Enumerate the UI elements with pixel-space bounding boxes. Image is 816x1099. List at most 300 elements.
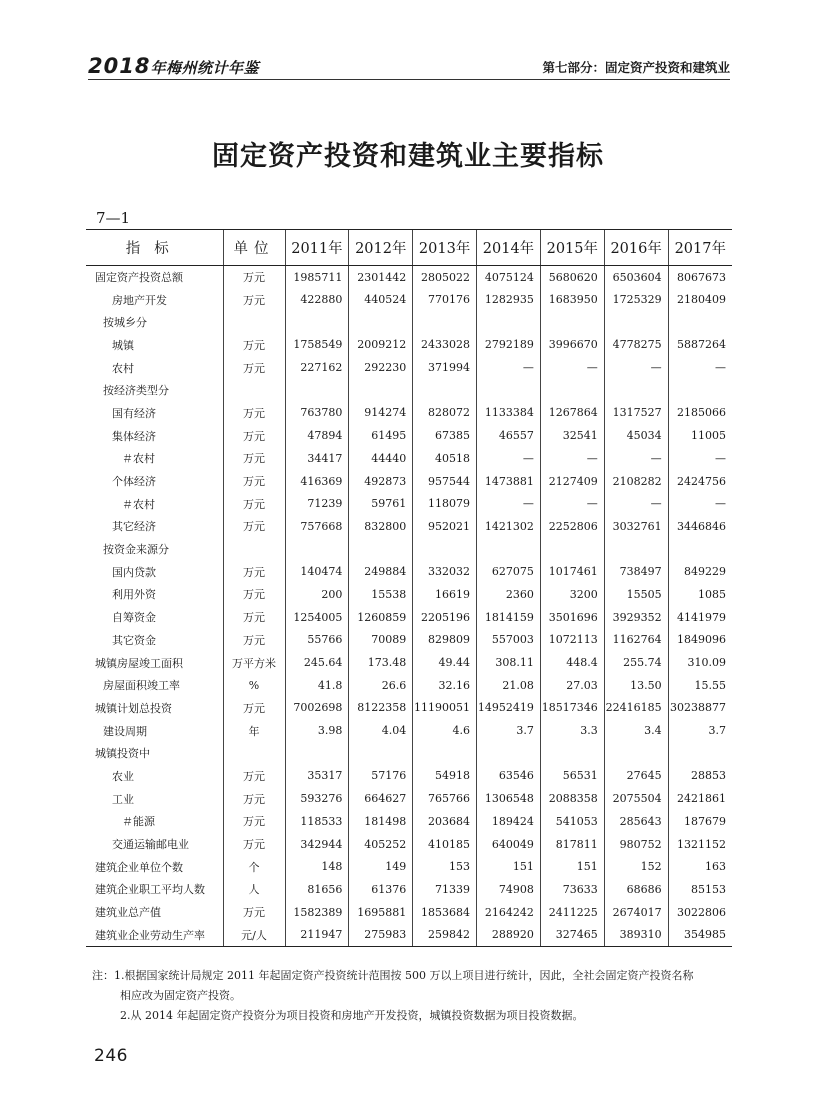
value-cell: 14952419 [477, 697, 541, 720]
table-row [86, 447, 732, 470]
table-header-row [86, 230, 732, 266]
unit-cell: 万元 [223, 697, 285, 720]
value-cell: 3446846 [668, 515, 732, 538]
indicator-label: 个体经济 [112, 475, 156, 489]
value-cell: 1260859 [349, 606, 413, 629]
table-row [86, 901, 732, 924]
unit-cell [223, 742, 285, 765]
unit-cell: 万元 [223, 901, 285, 924]
indicator-label: 工业 [112, 792, 134, 806]
header-year: 2013年 [413, 230, 477, 266]
value-cell: 15.55 [668, 674, 732, 697]
value-cell: 152 [604, 855, 668, 878]
value-cell: 3.4 [604, 719, 668, 742]
value-cell: 40518 [413, 447, 477, 470]
value-cell: 2421861 [668, 787, 732, 810]
value-cell [540, 538, 604, 561]
value-cell: 1695881 [349, 901, 413, 924]
value-cell: 828072 [413, 402, 477, 425]
value-cell: 27645 [604, 765, 668, 788]
footnote-2: 2.从 2014 年起固定资产投资分为项目投资和房地产开发投资，城镇投资数据为项目投资数据。 [120, 1009, 584, 1022]
value-cell: 4141979 [668, 606, 732, 629]
table-row [86, 923, 732, 946]
value-cell: 61495 [349, 424, 413, 447]
value-cell: 957544 [413, 470, 477, 493]
footnote-1-cont: 相应改为固定资产投资。 [120, 989, 241, 1002]
value-cell: 1725329 [604, 288, 668, 311]
value-cell: 405252 [349, 833, 413, 856]
value-cell [668, 538, 732, 561]
value-cell: 1162764 [604, 629, 668, 652]
indicator-label: 国有经济 [112, 406, 156, 420]
value-cell: 2424756 [668, 470, 732, 493]
table-row [86, 402, 732, 425]
value-cell [540, 742, 604, 765]
value-cell: 203684 [413, 810, 477, 833]
value-cell: 342944 [285, 833, 349, 856]
value-cell: 200 [285, 583, 349, 606]
value-cell: 763780 [285, 402, 349, 425]
indicator-label: 按资金来源分 [103, 543, 169, 557]
unit-cell: % [223, 674, 285, 697]
value-cell: — [668, 356, 732, 379]
value-cell: 541053 [540, 810, 604, 833]
value-cell: 2088358 [540, 787, 604, 810]
part-title: 第七部分：固定资产投资和建筑业 [542, 60, 730, 75]
value-cell [604, 379, 668, 402]
value-cell: 914274 [349, 402, 413, 425]
unit-cell: 万元 [223, 492, 285, 515]
table-body [86, 266, 732, 947]
value-cell [285, 311, 349, 334]
value-cell: 151 [477, 855, 541, 878]
table-row [86, 719, 732, 742]
value-cell: 57176 [349, 765, 413, 788]
value-cell [477, 742, 541, 765]
indicator-label: 自筹资金 [112, 611, 156, 625]
value-cell: 67385 [413, 424, 477, 447]
value-cell: 275983 [349, 923, 413, 946]
value-cell: 1582389 [285, 901, 349, 924]
indicator-label: 建筑企业单位个数 [95, 860, 183, 874]
value-cell: 371994 [413, 356, 477, 379]
value-cell: 2127409 [540, 470, 604, 493]
indicator-label: 国内贷款 [112, 565, 156, 579]
unit-cell: 万元 [223, 787, 285, 810]
running-header [88, 50, 730, 80]
value-cell: 187679 [668, 810, 732, 833]
value-cell: 492873 [349, 470, 413, 493]
value-cell: 664627 [349, 787, 413, 810]
value-cell: 829809 [413, 629, 477, 652]
unit-cell: 万元 [223, 560, 285, 583]
value-cell [477, 379, 541, 402]
table-row [86, 538, 732, 561]
value-cell: 308.11 [477, 651, 541, 674]
value-cell: 2792189 [477, 334, 541, 357]
value-cell: 3200 [540, 583, 604, 606]
value-cell [413, 538, 477, 561]
value-cell: 32.16 [413, 674, 477, 697]
unit-cell: 万元 [223, 334, 285, 357]
value-cell: 189424 [477, 810, 541, 833]
value-cell: 181498 [349, 810, 413, 833]
value-cell: — [604, 447, 668, 470]
value-cell: 1683950 [540, 288, 604, 311]
value-cell: 1085 [668, 583, 732, 606]
unit-cell: 万元 [223, 470, 285, 493]
value-cell: 1758549 [285, 334, 349, 357]
value-cell: 47894 [285, 424, 349, 447]
value-cell: 288920 [477, 923, 541, 946]
table-row [86, 356, 732, 379]
value-cell [668, 311, 732, 334]
value-cell: 8122358 [349, 697, 413, 720]
table-row [86, 878, 732, 901]
table-row [86, 424, 732, 447]
value-cell: — [668, 447, 732, 470]
value-cell: — [604, 356, 668, 379]
footnote-1: 注：1.根据国家统计局规定 2011 年起固定资产投资统计范围按 500 万以上项目进行统计，因此，全社会固定资产投资名称 [92, 969, 694, 982]
value-cell: 332032 [413, 560, 477, 583]
table-row [86, 560, 732, 583]
value-cell: 3929352 [604, 606, 668, 629]
value-cell: 46557 [477, 424, 541, 447]
value-cell: 81656 [285, 878, 349, 901]
value-cell: 2075504 [604, 787, 668, 810]
value-cell: 74908 [477, 878, 541, 901]
value-cell: 151 [540, 855, 604, 878]
value-cell: 3.3 [540, 719, 604, 742]
value-cell: 2252806 [540, 515, 604, 538]
value-cell: 54918 [413, 765, 477, 788]
table-number: 7—1 [96, 209, 131, 227]
indicator-label: 房地产开发 [112, 293, 167, 307]
value-cell: 1306548 [477, 787, 541, 810]
indicator-label: 建筑企业职工平均人数 [95, 883, 205, 897]
value-cell: — [477, 447, 541, 470]
header-indicator: 指标 [86, 230, 223, 266]
table-row [86, 855, 732, 878]
unit-cell: 万平方米 [223, 651, 285, 674]
table-row [86, 629, 732, 652]
value-cell: — [477, 356, 541, 379]
value-cell: 26.6 [349, 674, 413, 697]
value-cell: 59761 [349, 492, 413, 515]
value-cell: — [668, 492, 732, 515]
value-cell [349, 311, 413, 334]
value-cell: 285643 [604, 810, 668, 833]
value-cell: 593276 [285, 787, 349, 810]
value-cell: 1133384 [477, 402, 541, 425]
book-title [88, 54, 259, 78]
value-cell [349, 538, 413, 561]
value-cell: 3.7 [668, 719, 732, 742]
indicator-label: 建设周期 [103, 724, 147, 738]
value-cell: 163 [668, 855, 732, 878]
value-cell [349, 742, 413, 765]
value-cell: 2433028 [413, 334, 477, 357]
value-cell: 249884 [349, 560, 413, 583]
table-row [86, 742, 732, 765]
unit-cell [223, 311, 285, 334]
value-cell [285, 379, 349, 402]
value-cell: 11190051 [413, 697, 477, 720]
value-cell: 557003 [477, 629, 541, 652]
value-cell: 149 [349, 855, 413, 878]
value-cell: 30238877 [668, 697, 732, 720]
table-row [86, 334, 732, 357]
value-cell: 5887264 [668, 334, 732, 357]
value-cell: 227162 [285, 356, 349, 379]
value-cell [349, 379, 413, 402]
value-cell: 49.44 [413, 651, 477, 674]
value-cell: 389310 [604, 923, 668, 946]
unit-cell: 万元 [223, 266, 285, 289]
value-cell [413, 379, 477, 402]
indicator-label: 利用外资 [112, 588, 156, 602]
table-row [86, 674, 732, 697]
value-cell: 2805022 [413, 266, 477, 289]
indicator-label: 农业 [112, 769, 134, 783]
value-cell: 738497 [604, 560, 668, 583]
value-cell: 817811 [540, 833, 604, 856]
unit-cell: 万元 [223, 288, 285, 311]
table-row [86, 765, 732, 788]
value-cell: 21.08 [477, 674, 541, 697]
table-row [86, 810, 732, 833]
value-cell: 2205196 [413, 606, 477, 629]
unit-cell: 万元 [223, 810, 285, 833]
value-cell: — [477, 492, 541, 515]
unit-cell: 万元 [223, 833, 285, 856]
table-row [86, 697, 732, 720]
value-cell: 448.4 [540, 651, 604, 674]
value-cell: 5680620 [540, 266, 604, 289]
unit-cell [223, 379, 285, 402]
value-cell: 1282935 [477, 288, 541, 311]
value-cell: 70089 [349, 629, 413, 652]
book-name: 年梅州统计年鉴 [150, 59, 259, 77]
value-cell: 1849096 [668, 629, 732, 652]
header-year: 2014年 [477, 230, 541, 266]
value-cell: 3.98 [285, 719, 349, 742]
indicator-label: 其它资金 [112, 633, 156, 647]
value-cell: 118079 [413, 492, 477, 515]
footnotes [92, 966, 732, 1026]
value-cell: 27.03 [540, 674, 604, 697]
value-cell: 1985711 [285, 266, 349, 289]
value-cell: 1072113 [540, 629, 604, 652]
value-cell: 118533 [285, 810, 349, 833]
value-cell: 4.04 [349, 719, 413, 742]
table-row [86, 651, 732, 674]
unit-cell: 万元 [223, 629, 285, 652]
value-cell: 32541 [540, 424, 604, 447]
table-row [86, 379, 732, 402]
value-cell: 849229 [668, 560, 732, 583]
indicator-table [86, 229, 732, 947]
unit-cell: 年 [223, 719, 285, 742]
indicator-label: 城镇房屋竣工面积 [95, 656, 183, 670]
value-cell [604, 742, 668, 765]
unit-cell: 万元 [223, 424, 285, 447]
indicator-label: 城镇计划总投资 [95, 701, 172, 715]
value-cell: 310.09 [668, 651, 732, 674]
value-cell: 28853 [668, 765, 732, 788]
value-cell [413, 742, 477, 765]
value-cell: 440524 [349, 288, 413, 311]
value-cell: 11005 [668, 424, 732, 447]
header-year: 2016年 [604, 230, 668, 266]
value-cell: 416369 [285, 470, 349, 493]
table-row [86, 470, 732, 493]
indicator-label: 交通运输邮电业 [112, 838, 189, 852]
table-row [86, 311, 732, 334]
value-cell: 148 [285, 855, 349, 878]
value-cell: 3032761 [604, 515, 668, 538]
value-cell: 2185066 [668, 402, 732, 425]
value-cell [477, 538, 541, 561]
value-cell: 2411225 [540, 901, 604, 924]
value-cell: 3022806 [668, 901, 732, 924]
value-cell: 85153 [668, 878, 732, 901]
value-cell: 45034 [604, 424, 668, 447]
indicator-label: 建筑业企业劳动生产率 [86, 923, 223, 946]
value-cell: 140474 [285, 560, 349, 583]
value-cell [285, 538, 349, 561]
value-cell: 55766 [285, 629, 349, 652]
indicator-label: 建筑业总产值 [95, 906, 161, 920]
table-row [86, 833, 732, 856]
value-cell: 71339 [413, 878, 477, 901]
unit-cell: 万元 [223, 606, 285, 629]
table-row [86, 515, 732, 538]
value-cell: 292230 [349, 356, 413, 379]
unit-cell: 万元 [223, 765, 285, 788]
value-cell [604, 538, 668, 561]
value-cell: 410185 [413, 833, 477, 856]
indicator-label: 农村 [112, 361, 134, 375]
value-cell: 627075 [477, 560, 541, 583]
value-cell: 15505 [604, 583, 668, 606]
indicator-label: 其它经济 [112, 520, 156, 534]
value-cell: 354985 [668, 923, 732, 946]
value-cell: 173.48 [349, 651, 413, 674]
value-cell [540, 311, 604, 334]
value-cell: 15538 [349, 583, 413, 606]
value-cell: 245.64 [285, 651, 349, 674]
value-cell: 63546 [477, 765, 541, 788]
value-cell: 56531 [540, 765, 604, 788]
indicator-label: 房屋面积竣工率 [103, 679, 180, 693]
value-cell: 259842 [413, 923, 477, 946]
value-cell: 18517346 [540, 697, 604, 720]
header-year: 2012年 [349, 230, 413, 266]
value-cell: 757668 [285, 515, 349, 538]
value-cell: 41.8 [285, 674, 349, 697]
value-cell: 2108282 [604, 470, 668, 493]
value-cell: 61376 [349, 878, 413, 901]
table-row [86, 288, 732, 311]
page-number: 246 [94, 1046, 128, 1066]
value-cell [540, 379, 604, 402]
header-rule [88, 79, 730, 80]
value-cell: 327465 [540, 923, 604, 946]
unit-cell: 万元 [223, 515, 285, 538]
value-cell: — [540, 356, 604, 379]
value-cell: 16619 [413, 583, 477, 606]
value-cell: 1317527 [604, 402, 668, 425]
table-row [86, 606, 732, 629]
value-cell: 4075124 [477, 266, 541, 289]
unit-cell: 万元 [223, 356, 285, 379]
value-cell: 3501696 [540, 606, 604, 629]
value-cell: 1254005 [285, 606, 349, 629]
indicator-label: 城镇 [112, 338, 134, 352]
unit-cell [223, 538, 285, 561]
table-row [86, 266, 732, 289]
value-cell: — [540, 492, 604, 515]
value-cell: 832800 [349, 515, 413, 538]
unit-cell: 万元 [223, 402, 285, 425]
value-cell: 68686 [604, 878, 668, 901]
value-cell: 35317 [285, 765, 349, 788]
value-cell: 255.74 [604, 651, 668, 674]
value-cell [285, 742, 349, 765]
table-row [86, 583, 732, 606]
value-cell: 2180409 [668, 288, 732, 311]
page-title: 固定资产投资和建筑业主要指标 [212, 141, 604, 172]
value-cell: 2164242 [477, 901, 541, 924]
value-cell: 980752 [604, 833, 668, 856]
value-cell: 1814159 [477, 606, 541, 629]
indicator-label: ＃能源 [122, 815, 155, 829]
value-cell [477, 311, 541, 334]
value-cell: 765766 [413, 787, 477, 810]
value-cell: — [604, 492, 668, 515]
value-cell: 3.7 [477, 719, 541, 742]
unit-cell: 个 [223, 855, 285, 878]
value-cell: 2301442 [349, 266, 413, 289]
value-cell: 7002698 [285, 697, 349, 720]
indicator-label: ＃农村 [122, 452, 155, 466]
value-cell: 22416185 [604, 697, 668, 720]
value-cell [668, 742, 732, 765]
value-cell [413, 311, 477, 334]
value-cell: 1473881 [477, 470, 541, 493]
value-cell: — [540, 447, 604, 470]
header-year: 2011年 [285, 230, 349, 266]
unit-cell: 元/人 [223, 923, 285, 946]
indicator-label: 集体经济 [112, 429, 156, 443]
unit-cell: 万元 [223, 583, 285, 606]
value-cell: 34417 [285, 447, 349, 470]
table-row [86, 787, 732, 810]
book-year: 2018 [88, 54, 151, 78]
value-cell: 6503604 [604, 266, 668, 289]
value-cell: 4.6 [413, 719, 477, 742]
header-year: 2015年 [540, 230, 604, 266]
value-cell: 422880 [285, 288, 349, 311]
value-cell: 2009212 [349, 334, 413, 357]
value-cell: 640049 [477, 833, 541, 856]
header-unit: 单位 [223, 230, 285, 266]
value-cell: 211947 [285, 923, 349, 946]
indicator-label: ＃农村 [122, 497, 155, 511]
value-cell: 1017461 [540, 560, 604, 583]
unit-cell: 人 [223, 878, 285, 901]
